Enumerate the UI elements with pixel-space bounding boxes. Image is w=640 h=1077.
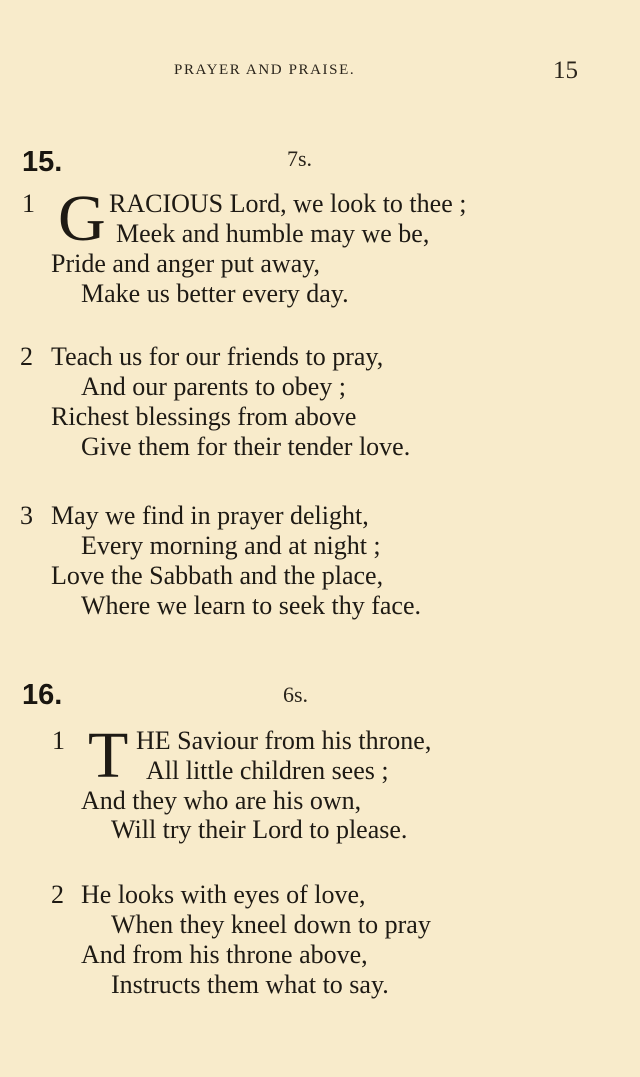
verse-line: Give them for their tender love. [81, 432, 411, 461]
hymn-number: 15. [22, 146, 63, 178]
verse-line: Pride and anger put away, [51, 249, 321, 278]
verse-line: Love the Sabbath and the place, [51, 561, 384, 590]
running-head [0, 57, 640, 86]
stanza-number: 2 [51, 880, 64, 909]
verse-line: RACIOUS Lord, we look to thee ; [109, 189, 467, 218]
stanza-number: 2 [20, 342, 33, 371]
verse-line: Make us better every day. [81, 279, 349, 308]
stanza-number: 1 [52, 726, 65, 755]
stanza-number: 3 [20, 501, 33, 530]
verse-line: HE Saviour from his throne, [136, 726, 432, 755]
verse-line: Richest blessings from above [51, 402, 357, 431]
verse-line: May we find in prayer delight, [51, 501, 369, 530]
verse-line: All little children sees ; [146, 756, 389, 785]
verse-line: Meek and humble may we be, [116, 219, 430, 248]
verse-line: Where we learn to seek thy face. [81, 591, 421, 620]
verse-line: Instructs them what to say. [111, 970, 389, 999]
page-number: 15 [553, 57, 578, 84]
stanza-number: 1 [22, 189, 35, 218]
verse-line: Every morning and at night ; [81, 531, 381, 560]
hymn-meter: 6s. [283, 682, 309, 707]
drop-cap: T [88, 719, 129, 792]
hymn-number: 16. [22, 679, 63, 711]
verse-line: And our parents to obey ; [81, 372, 347, 401]
verse-line: Will try their Lord to please. [111, 815, 408, 844]
verse-line: And they who are his own, [81, 786, 362, 815]
verse-line: Teach us for our friends to pray, [51, 342, 384, 371]
drop-cap: G [58, 182, 106, 255]
running-title: PRAYER AND PRAISE. [174, 62, 356, 78]
verse-line: And from his throne above, [81, 940, 368, 969]
hymn-meter: 7s. [287, 146, 313, 171]
verse-line: He looks with eyes of love, [81, 880, 366, 909]
verse-line: When they kneel down to pray [111, 910, 431, 939]
